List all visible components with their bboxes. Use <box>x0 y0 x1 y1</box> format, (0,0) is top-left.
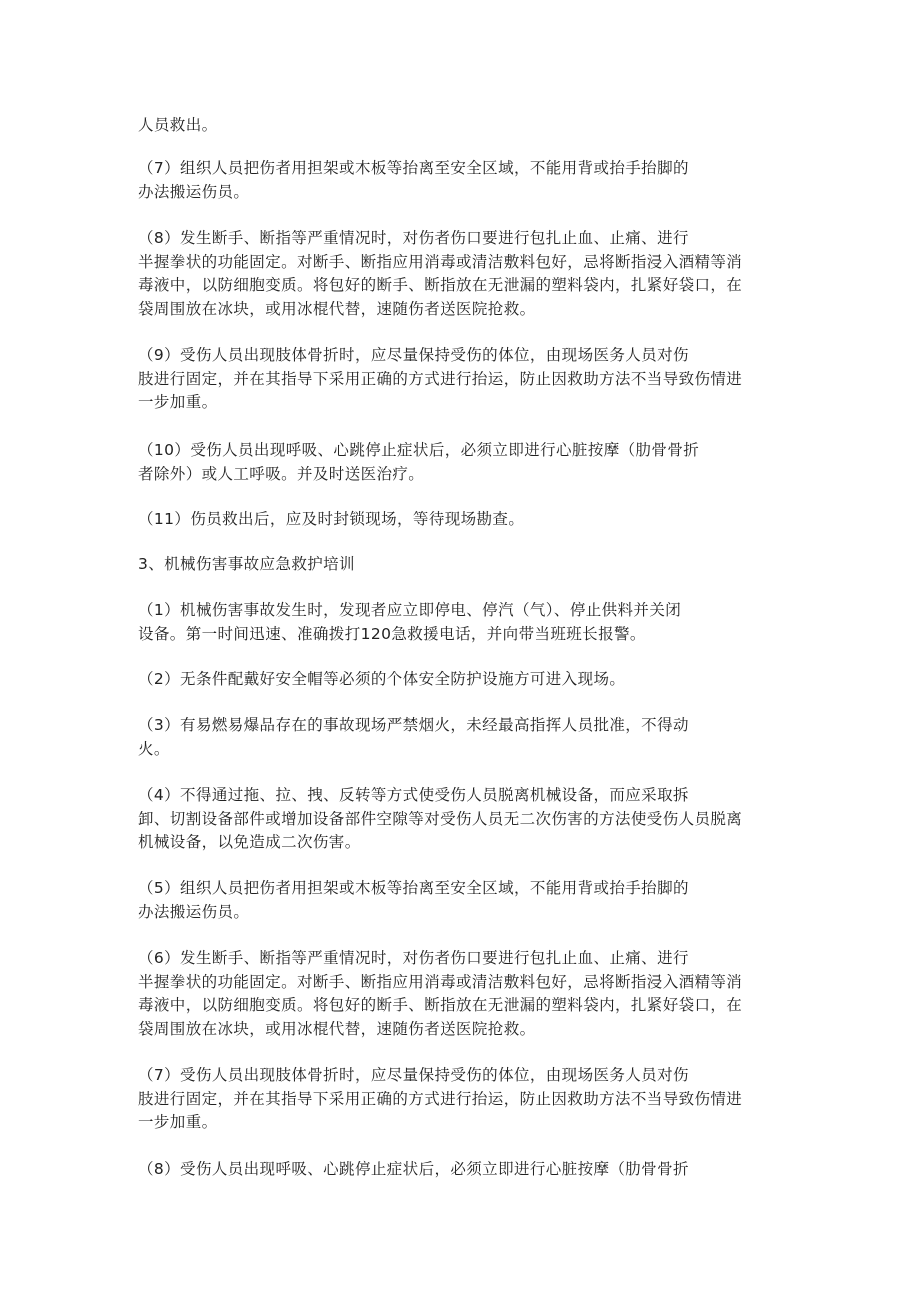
section-heading: 3、机械伤害事故应急救护培训 <box>138 555 355 573</box>
paragraph-item-9: （9）受伤人员出现肢体骨折时，应尽量保持受伤的体位，由现场医务人员对伤 肢进行固定，并在其指导下采用正确的方式进行抬运，防止因救助方法不当导致伤情进 一步加重。 <box>138 346 743 411</box>
paragraph-item-8b: （8）受伤人员出现呼吸、心跳停止症状后，必须立即进行心脏按摩（肋骨骨折 <box>138 1160 689 1178</box>
paragraph-item-7b: （7）受伤人员出现肢体骨折时，应尽量保持受伤的体位，由现场医务人员对伤 肢进行固定，并在其指导下采用正确的方式进行抬运，防止因救助方法不当导致伤情进 一步加重。 <box>138 1066 743 1131</box>
paragraph-item-3: （3）有易燃易爆品存在的事故现场严禁烟火，未经最高指挥人员批准，不得动 火。 <box>138 716 689 758</box>
paragraph-item-8: （8）发生断手、断指等严重情况时，对伤者伤口要进行包扎止血、止痛、进行 半握拳状的功能固定。对断手、断指应用消毒或清洁敷料包好，忌将断指浸入酒精等消 毒液中，以防细胞变质。将包好的断手、断指放在无泄漏的塑料袋内，扎紧好袋口，在 袋周围放在冰块，或用冰棍代替，速随伤者送医院抢救。 <box>138 229 743 318</box>
paragraph-item-2: （2）无条件配戴好安全帽等必须的个体安全防护设施方可进入现场。 <box>138 670 626 688</box>
paragraph-item-10: （10）受伤人员出现呼吸、心跳停止症状后，必须立即进行心脏按摩（肋骨骨折 者除外）或人工呼吸。并及时送医治疗。 <box>138 441 700 483</box>
paragraph-item-5: （5）组织人员把伤者用担架或木板等抬离至安全区域，不能用背或抬手抬脚的 办法搬运伤员。 <box>138 879 689 921</box>
paragraph-item-4: （4）不得通过拖、拉、拽、反转等方式使受伤人员脱离机械设备，而应采取拆 卸、切割设备部件或增加设备部件空隙等对受伤人员无二次伤害的方法使受伤人员脱离 机械设备，以免造成二次伤害。 <box>138 786 743 851</box>
paragraph-item-6: （6）发生断手、断指等严重情况时，对伤者伤口要进行包扎止血、止痛、进行 半握拳状的功能固定。对断手、断指应用消毒或清洁敷料包好，忌将断指浸入酒精等消 毒液中，以防细胞变质。将包好的断手、断指放在无泄漏的塑料袋内，扎紧好袋口，在 袋周围放在冰块，或用冰棍代替，速随伤者送医院抢救。 <box>138 949 743 1038</box>
paragraph-item-7: （7）组织人员把伤者用担架或木板等抬离至安全区域，不能用背或抬手抬脚的 办法搬运伤员。 <box>138 159 689 201</box>
paragraph-continuation: 人员救出。 <box>138 116 218 134</box>
paragraph-item-11: （11）伤员救出后，应及时封锁现场，等待现场勘查。 <box>138 510 525 528</box>
paragraph-item-1: （1）机械伤害事故发生时，发现者应立即停电、停汽（气）、停止供料并关闭 设备。第一时间迅速、准确拨打120急救援电话，并向带当班班长报警。 <box>138 601 682 643</box>
